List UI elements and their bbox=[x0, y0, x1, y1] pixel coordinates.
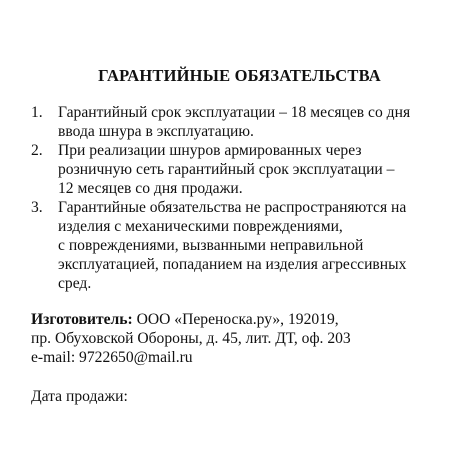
warranty-term-2 bbox=[31, 141, 444, 198]
manufacturer-label: Изготовитель: bbox=[31, 311, 133, 328]
term-line: розничную сеть гарантийный срок эксплуатации – bbox=[58, 161, 395, 178]
sale-date-label: Дата продажи: bbox=[31, 388, 128, 405]
term-line: изделия с механическими повреждениями, bbox=[58, 218, 343, 235]
warranty-term-1 bbox=[31, 103, 444, 141]
manufacturer-address: пр. Обуховской Обороны, д. 45, лит. ДТ, оф. 203 bbox=[31, 330, 351, 347]
document-title: ГАРАНТИЙНЫЕ ОБЯЗАТЕЛЬСТВА bbox=[98, 66, 381, 85]
manufacturer-block bbox=[31, 310, 444, 367]
term-line: 12 месяцев со дня продажи. bbox=[58, 180, 243, 197]
term-number: 1. bbox=[31, 104, 43, 121]
manufacturer-company: ООО «Переноска.ру», 192019, bbox=[132, 311, 339, 328]
manufacturer-email: e-mail: 9722650@mail.ru bbox=[31, 349, 193, 366]
warranty-term-3 bbox=[31, 198, 444, 293]
term-number: 2. bbox=[31, 142, 43, 159]
term-line: эксплуатацией, попаданием на изделия агрессивных bbox=[58, 256, 407, 273]
term-line: Гарантийные обязательства не распространяются на bbox=[58, 199, 407, 216]
term-line: с повреждениями, вызванными неправильной bbox=[58, 237, 364, 254]
term-line: Гарантийный срок эксплуатации – 18 месяцев со дня bbox=[58, 104, 411, 121]
term-line: сред. bbox=[58, 275, 92, 292]
warranty-terms-list bbox=[31, 103, 444, 293]
term-number: 3. bbox=[31, 199, 43, 216]
term-line: При реализации шнуров армированных через bbox=[58, 142, 362, 159]
term-line: ввода шнура в эксплуатацию. bbox=[58, 123, 254, 140]
manufacturer-line-1 bbox=[31, 310, 444, 329]
